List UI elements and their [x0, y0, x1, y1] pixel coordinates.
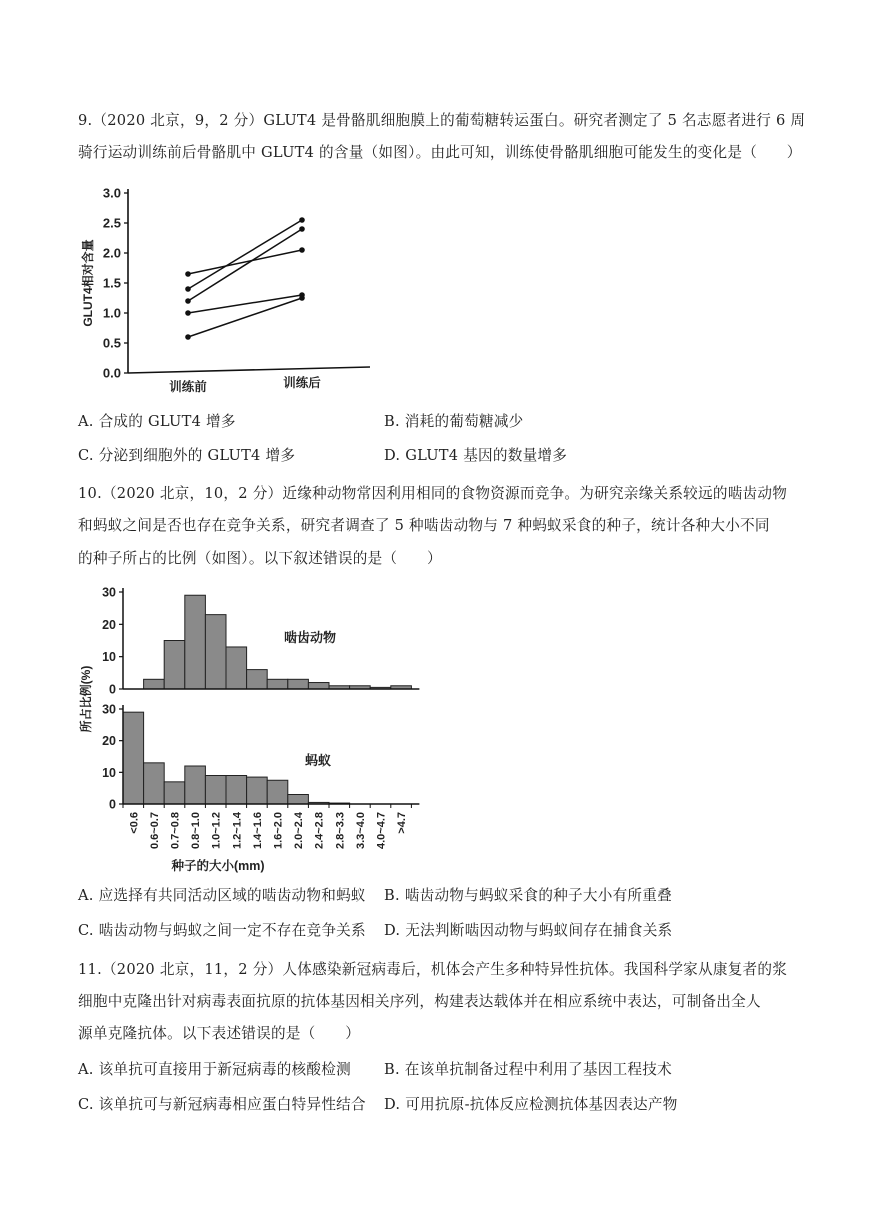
x-category-label: 2.4~2.8 — [313, 812, 326, 850]
histogram-bar — [247, 777, 268, 804]
x-category-label: 1.6~2.0 — [272, 812, 285, 850]
x-category-label: 3.3~4.0 — [354, 812, 367, 850]
y-tick-label: 20 — [102, 617, 116, 632]
histogram-bar — [164, 782, 185, 804]
series-line — [188, 250, 302, 274]
y-tick-label: 2.5 — [102, 215, 121, 231]
x-category-label: 0.7~0.8 — [169, 812, 182, 850]
histogram-bar — [267, 780, 288, 804]
x-category-label: 1.4~1.6 — [251, 812, 264, 850]
histogram-bar — [226, 776, 247, 805]
data-point — [299, 217, 305, 223]
q9-text-line1: 9.（2020 北京，9，2 分）GLUT4 是骨骼肌细胞膜上的葡萄糖转运蛋白。研究者测定了 5 名志愿者进行 6 周 — [78, 112, 806, 129]
q10-option-a[interactable]: A. 应选择有共同活动区域的啮齿动物和蚂蚁 — [78, 887, 366, 904]
q11-option-a[interactable]: A. 该单抗可直接用于新冠病毒的核酸检测 — [78, 1061, 351, 1078]
q11-text-line1: 11.（2020 北京，11，2 分）人体感染新冠病毒后，机体会产生多种特异性抗体。我国科学家从康复者的浆 — [78, 961, 788, 978]
data-point — [185, 298, 191, 304]
data-point — [185, 286, 191, 292]
q9-option-c[interactable]: C. 分泌到细胞外的 GLUT4 增多 — [78, 447, 296, 464]
y-tick-label: 30 — [102, 702, 116, 717]
y-axis-label: GLUT4相对含量 — [81, 239, 95, 327]
q9-text-line2: 骑行运动训练前后骨骼肌中 GLUT4 的含量（如图）。由此可知，训练使骨骼肌细胞可能发生的变化是（ ） — [78, 144, 802, 161]
histogram-bar — [288, 679, 309, 689]
series-label: 啮齿动物 — [283, 630, 337, 645]
y-tick-label: 1.0 — [102, 305, 121, 321]
histogram-bar — [144, 679, 165, 689]
data-point — [185, 271, 191, 277]
q11-text-line2: 细胞中克隆出针对病毒表面抗原的抗体基因相关序列，构建表达载体并在相应系统中表达，可制备出全人 — [78, 993, 761, 1010]
x-category-label: 1.0~1.2 — [210, 812, 223, 850]
histogram-bar — [205, 776, 226, 805]
histogram-bar — [123, 712, 144, 804]
y-tick-label: 10 — [102, 650, 116, 665]
x-category-label: 2.8~3.3 — [334, 812, 347, 850]
q10-text-line3: 的种子所占的比例（如图）。以下叙述错误的是（ ） — [78, 550, 442, 567]
x-category-label: >4.7 — [396, 812, 409, 834]
y-tick-label: 0.5 — [102, 335, 121, 351]
y-tick-label: 30 — [102, 585, 116, 600]
histogram-bar — [267, 679, 288, 689]
y-tick-label: 0 — [109, 682, 116, 697]
histogram-bar — [164, 641, 185, 690]
histogram-bar — [185, 766, 206, 804]
x-category-label: 训练后 — [283, 376, 321, 390]
histogram-bar — [226, 647, 247, 689]
y-axis-label: 所占比例(%) — [79, 665, 93, 733]
seed-size-histogram — [78, 582, 409, 881]
data-point — [185, 334, 191, 340]
x-category-label: 0.8~1.0 — [190, 812, 203, 850]
q10-text-line2: 和蚂蚁之间是否也存在竞争关系，研究者调查了 5 种啮齿动物与 7 种蚂蚁采食的种子，统计各种大小不同 — [78, 517, 770, 534]
y-tick-label: 3.0 — [102, 185, 121, 201]
x-category-label: 训练前 — [169, 380, 207, 394]
y-tick-label: 0 — [109, 797, 116, 812]
seed-histogram-svg — [78, 582, 409, 877]
histogram-bar — [247, 670, 268, 689]
series-line — [188, 229, 302, 301]
y-tick-label: 10 — [102, 765, 116, 780]
q10-option-c[interactable]: C. 啮齿动物与蚂蚁之间一定不存在竞争关系 — [78, 922, 366, 939]
x-axis-label: 种子的大小(mm) — [171, 859, 265, 873]
histogram-bar — [308, 683, 329, 689]
data-point — [185, 310, 191, 316]
histogram-bar — [205, 615, 226, 689]
y-tick-label: 1.5 — [102, 275, 121, 291]
q10-option-d[interactable]: D. 无法判断啮因动物与蚂蚁间存在捕食关系 — [384, 922, 673, 939]
histogram-bar — [288, 795, 309, 805]
q9-option-a[interactable]: A. 合成的 GLUT4 增多 — [78, 413, 236, 430]
x-category-label: <0.6 — [128, 812, 141, 834]
x-category-label: 4.0~4.7 — [375, 812, 388, 850]
y-tick-label: 0.0 — [102, 365, 121, 381]
q10-option-b[interactable]: B. 啮齿动物与蚂蚁采食的种子大小有所重叠 — [384, 887, 672, 904]
q9-option-b[interactable]: B. 消耗的葡萄糖减少 — [384, 413, 524, 430]
q10-text-line1: 10.（2020 北京，10，2 分）近缘种动物常因利用相同的食物资源而竞争。为研究亲缘关系较远的啮齿动物 — [78, 485, 788, 502]
data-point — [299, 295, 305, 301]
x-category-label: 0.6~0.7 — [148, 812, 161, 850]
q11-option-b[interactable]: B. 在该单抗制备过程中利用了基因工程技术 — [384, 1061, 672, 1078]
x-category-label: 1.2~1.4 — [231, 812, 244, 850]
y-tick-label: 20 — [102, 734, 116, 749]
q11-option-d[interactable]: D. 可用抗原-抗体反应检测抗体基因表达产物 — [384, 1096, 678, 1113]
q11-text-line3: 源单克隆抗体。以下表述错误的是（ ） — [78, 1025, 361, 1042]
series-line — [188, 220, 302, 289]
histogram-bar — [144, 763, 165, 804]
data-point — [299, 247, 305, 253]
series-label: 蚂蚁 — [304, 753, 332, 768]
y-tick-label: 2.0 — [102, 245, 121, 261]
glut4-chart-svg — [78, 180, 378, 400]
glut4-line-chart — [78, 180, 378, 404]
data-point — [299, 226, 305, 232]
q11-option-c[interactable]: C. 该单抗可与新冠病毒相应蛋白特异性结合 — [78, 1096, 366, 1113]
x-axis-line — [128, 367, 370, 373]
histogram-bar — [185, 595, 206, 689]
q9-option-d[interactable]: D. GLUT4 基因的数量增多 — [384, 447, 568, 464]
x-category-label: 2.0~2.4 — [293, 812, 306, 850]
